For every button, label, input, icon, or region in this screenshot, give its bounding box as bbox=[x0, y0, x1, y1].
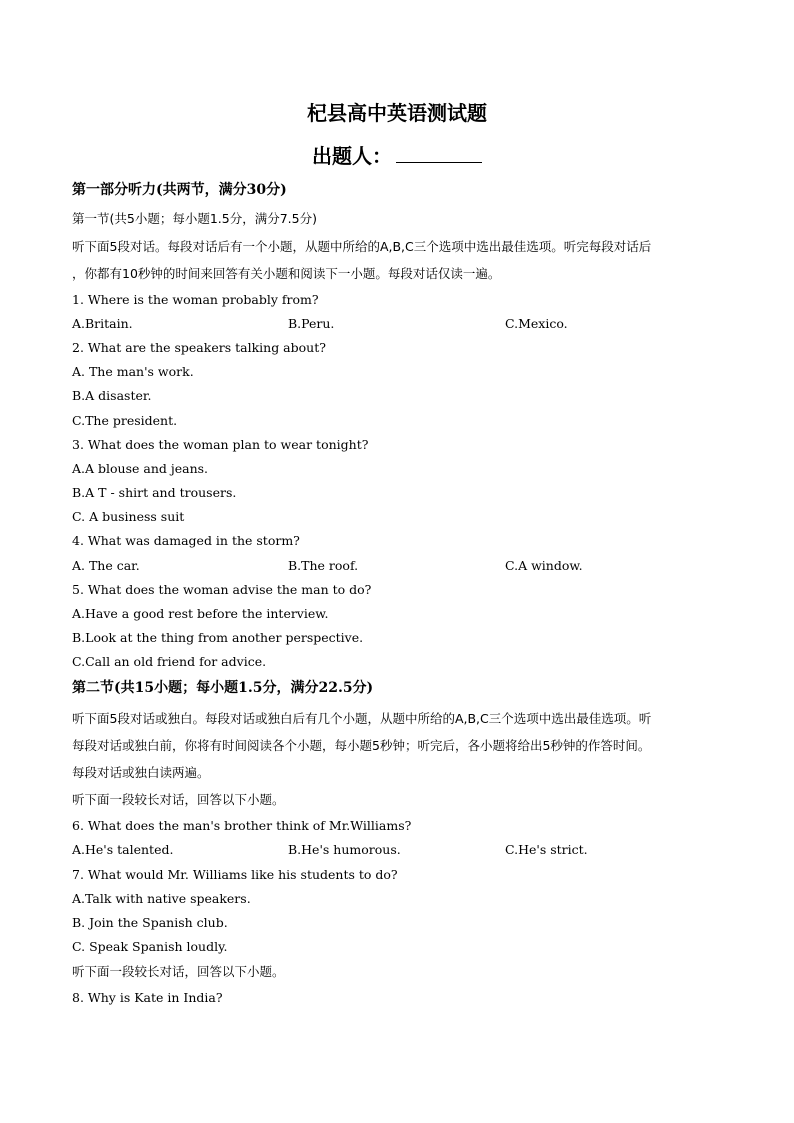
q7-option-b: B. Join the Spanish club. bbox=[72, 915, 228, 930]
question-5: 5. What does the woman advise the man to do? bbox=[72, 582, 372, 597]
q1-option-a: A.Britain. bbox=[72, 316, 133, 331]
question-1: 1. Where is the woman probably from? bbox=[72, 292, 319, 307]
q7-option-c: C. Speak Spanish loudly. bbox=[72, 939, 228, 954]
question-8: 8. Why is Kate in India? bbox=[72, 990, 223, 1005]
q4-option-a: A. The car. bbox=[72, 558, 140, 573]
author-line bbox=[0, 140, 794, 169]
section1-instruction-2: ，你都有10秒钟的时间来回答有关小题和阅读下一小题。每段对话仅读一遍。 bbox=[72, 266, 501, 281]
q3-option-b: B.A T - shirt and trousers. bbox=[72, 485, 237, 500]
q2-option-b: B.A disaster. bbox=[72, 388, 152, 403]
page-title: 杞县高中英语测试题 bbox=[307, 101, 487, 125]
q6-option-a: A.He's talented. bbox=[72, 842, 174, 857]
part1-header: 第一部分听力(共两节，满分30分) bbox=[72, 182, 287, 198]
q5-option-a: A.Have a good rest before the interview. bbox=[72, 606, 329, 621]
q4-option-c: C.A window. bbox=[505, 558, 583, 573]
question-3: 3. What does the woman plan to wear tonight? bbox=[72, 437, 369, 452]
section2-instruction-2: 每段对话或独白前，你将有时间阅读各个小题，每小题5秒钟；听完后，各小题将给出5秒钟的作答时间。 bbox=[72, 738, 651, 753]
section1-header: 第一节(共5小题；每小题1.5分，满分7.5分) bbox=[72, 211, 317, 226]
author-blank bbox=[396, 144, 482, 163]
q6-option-b: B.He's humorous. bbox=[288, 842, 401, 857]
question-2: 2. What are the speakers talking about? bbox=[72, 340, 326, 355]
q1-option-b: B.Peru. bbox=[288, 316, 335, 331]
q2-option-a: A. The man's work. bbox=[72, 364, 194, 379]
section2-instruction-1: 听下面5段对话或独白。每段对话或独白后有几个小题，从题中所给的A,B,C三个选项中选出最佳选项。听 bbox=[72, 711, 652, 726]
q5-option-b: B.Look at the thing from another perspective. bbox=[72, 630, 364, 645]
q3-option-c: C. A business suit bbox=[72, 509, 185, 524]
q3-option-a: A.A blouse and jeans. bbox=[72, 461, 209, 476]
q6-option-c: C.He's strict. bbox=[505, 842, 588, 857]
section2-header: 第二节(共15小题；每小题1.5分，满分22.5分) bbox=[72, 680, 374, 696]
long-dialog-note-2: 听下面一段较长对话，回答以下小题。 bbox=[72, 964, 285, 979]
author-label: 出题人： bbox=[312, 144, 392, 168]
long-dialog-note-1: 听下面一段较长对话，回答以下小题。 bbox=[72, 792, 285, 807]
q7-option-a: A.Talk with native speakers. bbox=[72, 891, 251, 906]
question-7: 7. What would Mr. Williams like his students to do? bbox=[72, 867, 398, 882]
q4-option-b: B.The roof. bbox=[288, 558, 359, 573]
section2-instruction-3: 每段对话或独白读两遍。 bbox=[72, 765, 210, 780]
question-4: 4. What was damaged in the storm? bbox=[72, 533, 300, 548]
q2-option-c: C.The president. bbox=[72, 413, 178, 428]
q1-option-c: C.Mexico. bbox=[505, 316, 568, 331]
section1-instruction-1: 听下面5段对话。每段对话后有一个小题，从题中所给的A,B,C三个选项中选出最佳选项。听完每段对话后 bbox=[72, 239, 652, 254]
q5-option-c: C.Call an old friend for advice. bbox=[72, 654, 267, 669]
question-6: 6. What does the man's brother think of Mr.Williams? bbox=[72, 818, 412, 833]
